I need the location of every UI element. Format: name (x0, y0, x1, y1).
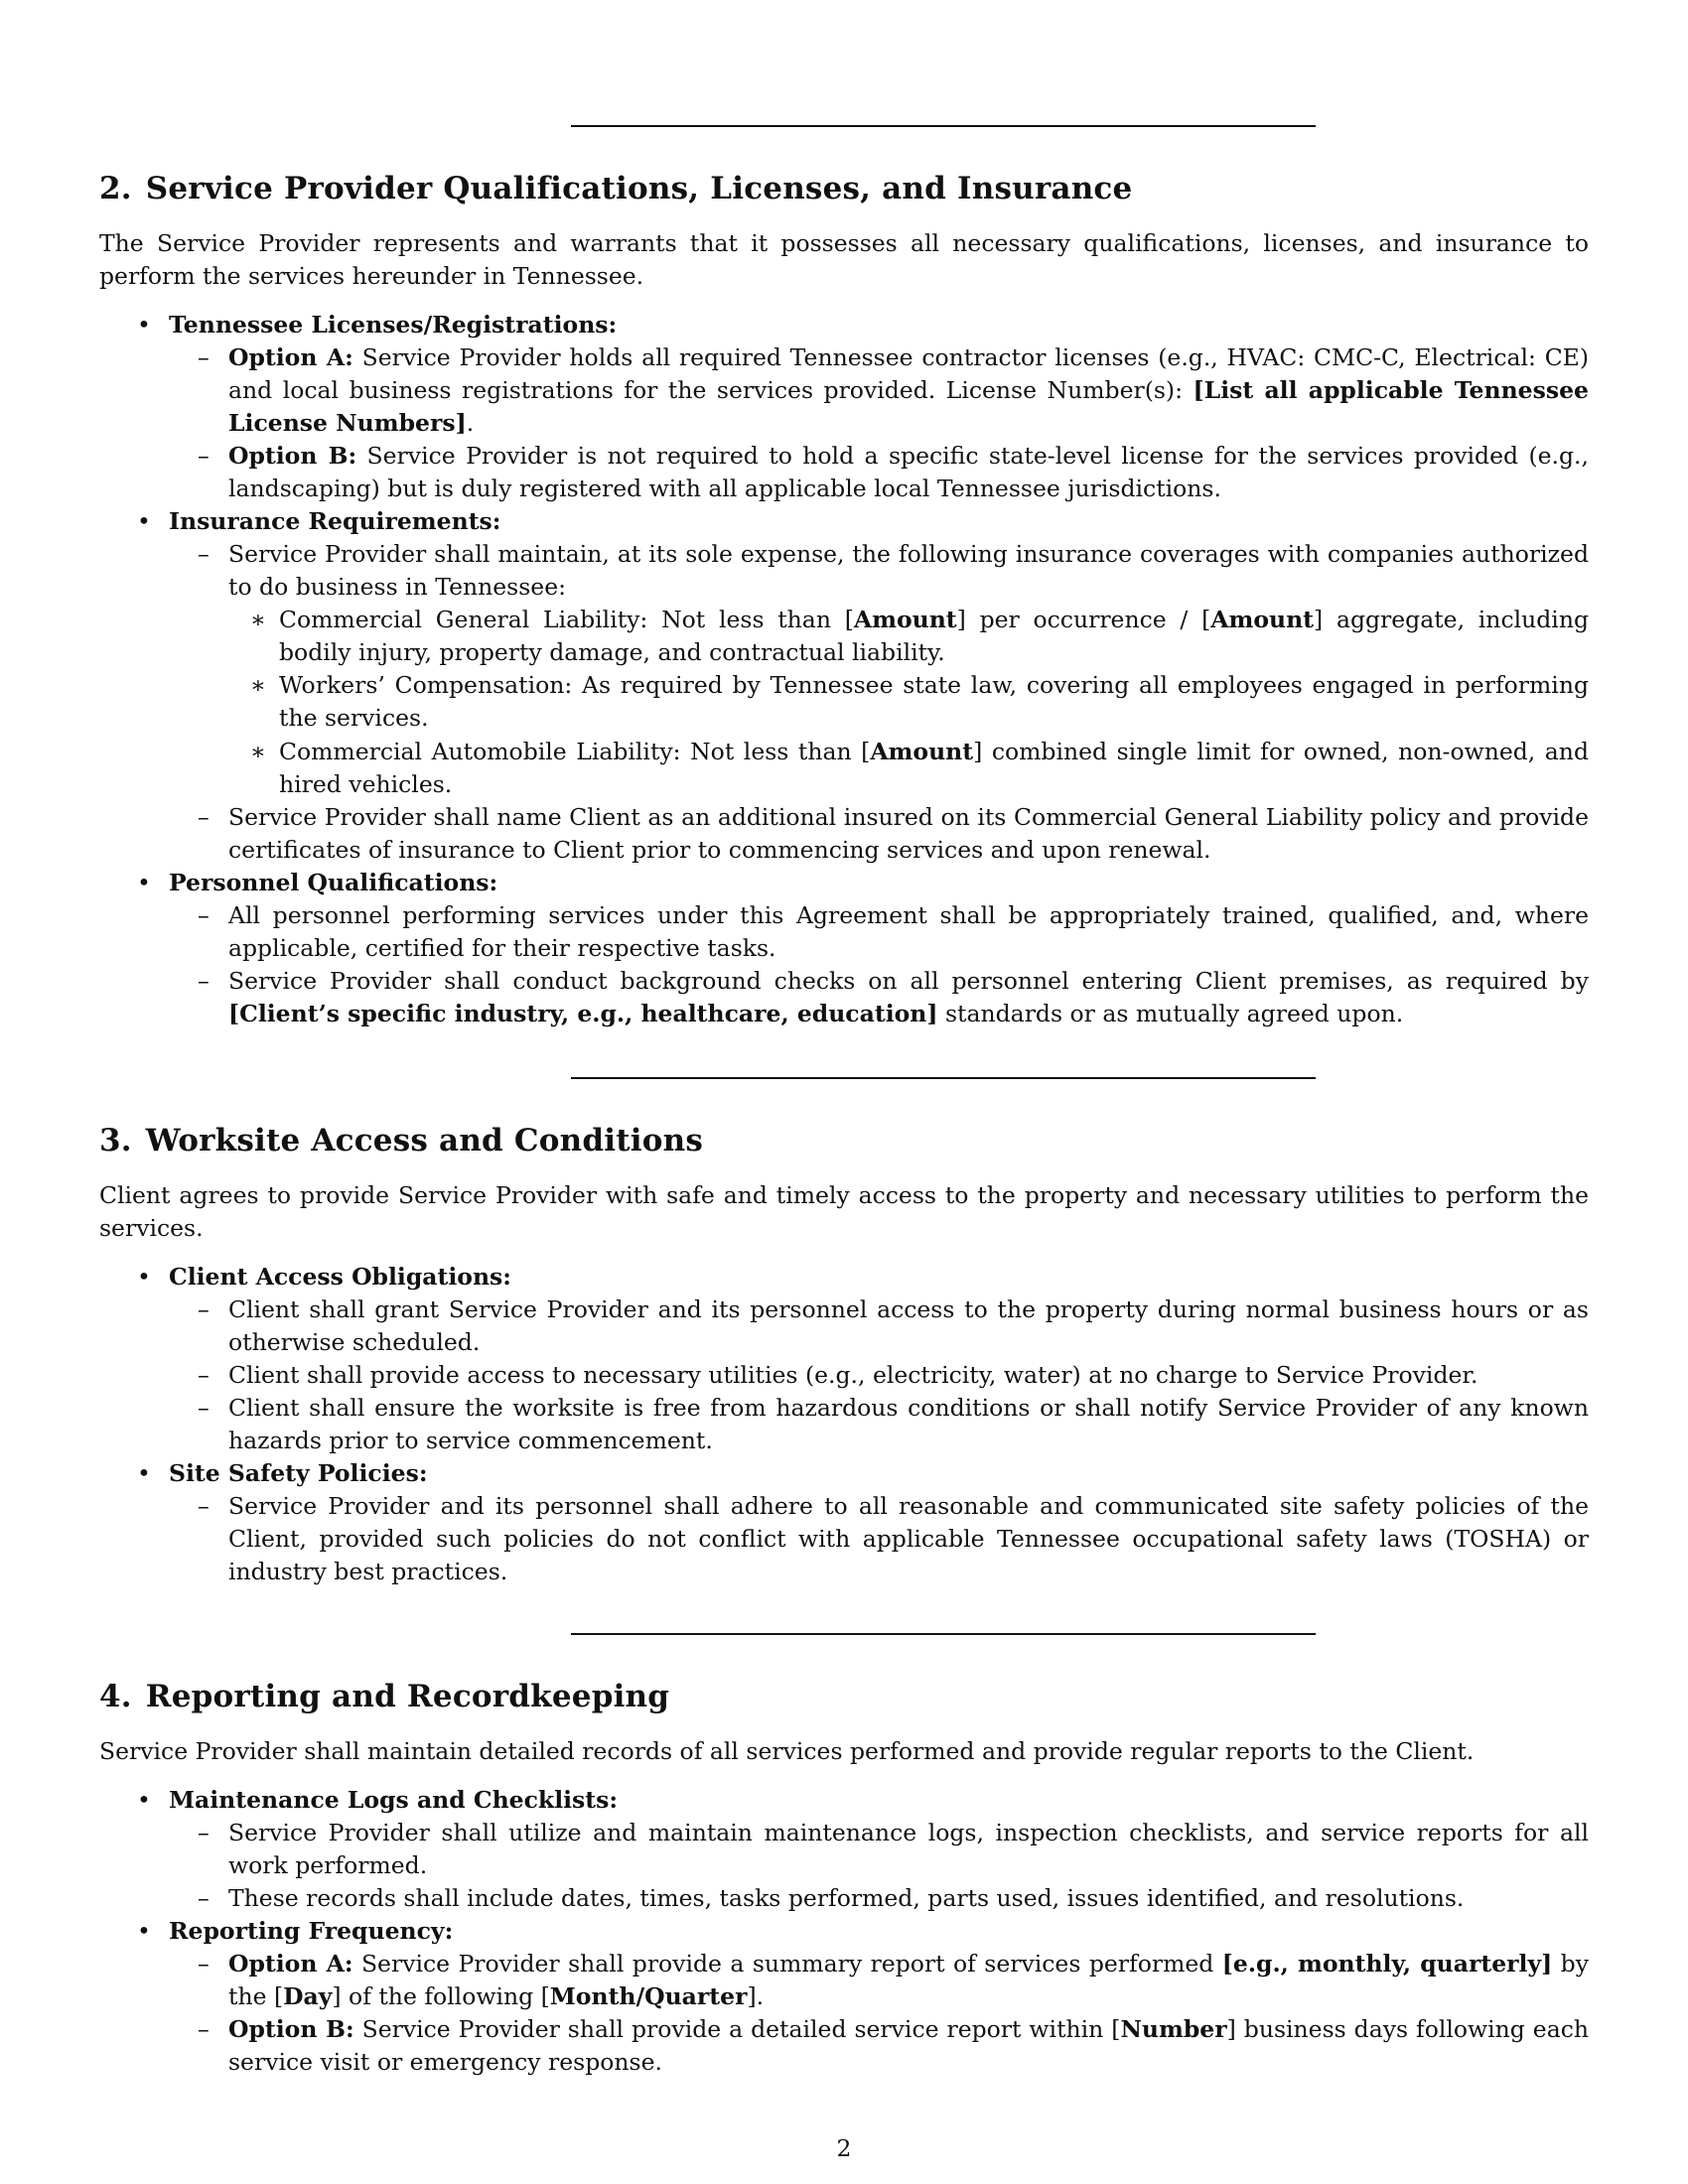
page-number: 2 (836, 2134, 852, 2162)
dash-icon: – (198, 343, 210, 371)
dash-icon: – (198, 2015, 210, 2043)
dash-icon: – (198, 1361, 210, 1389)
dash-icon: – (198, 1819, 210, 1846)
bullet-icon: • (137, 507, 151, 535)
dash-icon: – (198, 901, 210, 929)
dash-icon: – (198, 540, 210, 568)
dash-icon: – (198, 1296, 210, 1323)
list-item-hazards: – Client shall ensure the worksite is free from hazardous conditions or shall notify Service Provider of any known hazards prior to service commencement. (198, 1394, 1589, 1454)
list-item-insurance: • Insurance Requirements: (99, 505, 1589, 538)
bullet-icon: • (137, 311, 151, 339)
list-item-reporting-frequency: • Reporting Frequency: (99, 1915, 1589, 1948)
dash-icon: – (198, 442, 210, 470)
list-item-utilities: – Client shall provide access to necessary utilities (e.g., electricity, water) at no charge to Service Provider. (99, 1359, 1589, 1392)
section-heading-3: 3. Worksite Access and Conditions (99, 1123, 704, 1159)
list-item-licenses: • Tennessee Licenses/Registrations: (99, 309, 1589, 341)
asterisk-icon: ∗ (250, 606, 266, 633)
list-item-auto: ∗ Commercial Automobile Liability: Not less than [Amount] combined single limit for owned, non-owned, and hired vehicles. (250, 738, 1589, 798)
section-divider (571, 1633, 1316, 1635)
list-item-site-safety: • Site Safety Policies: (99, 1457, 1589, 1490)
dash-icon: – (198, 1492, 210, 1520)
section-divider (571, 1077, 1316, 1079)
bullet-icon: • (137, 869, 151, 896)
list-item-additional-insured: – Service Provider shall name Client as an additional insured on its Commercial General Liability policy and provide certificates of insurance to Client prior to commencing services and upon renewal. (198, 803, 1589, 864)
dash-icon: – (198, 1950, 210, 1978)
bullet-icon: • (137, 1263, 151, 1291)
list-item-background-checks: – Service Provider shall conduct background checks on all personnel entering Client premises, as required by [Client’s specific industry, e.g., healthcare, education] standards or as mutually agreed upon. (198, 967, 1589, 1027)
list-item-option-a: – Option A: Service Provider holds all required Tennessee contractor licenses (e.g., HVAC: CMC-C, Electrical: CE) and local business registrations for the services provided. License Number(s): [List all applicable Tennessee License Numbers]. (198, 343, 1589, 437)
list-item-personnel-training: – All personnel performing services under this Agreement shall be appropriately trained, qualified, and, where applicable, certified for their respective tasks. (198, 901, 1589, 962)
list-item-personnel: • Personnel Qualifications: (99, 867, 1589, 899)
bullet-icon: • (137, 1786, 151, 1814)
bullet-icon: • (137, 1917, 151, 1945)
bullet-icon: • (137, 1459, 151, 1487)
dash-icon: – (198, 1394, 210, 1422)
list-item-cgl: ∗ Commercial General Liability: Not less than [Amount] per occurrence / [Amount] aggregate, including bodily injury, property damage, and contractual liability. (250, 606, 1589, 666)
list-item-client-access: • Client Access Obligations: (99, 1261, 1589, 1294)
list-item-safety-policies: – Service Provider and its personnel shall adhere to all reasonable and communicated site safety policies of the Client, provided such policies do not conflict with applicable Tennessee occupational safety laws (TOSHA) or industry best practices. (198, 1492, 1589, 1585)
asterisk-icon: ∗ (250, 671, 266, 699)
section-heading-4: 4. Reporting and Recordkeeping (99, 1679, 670, 1714)
section-heading-2: 2. Service Provider Qualifications, Licenses, and Insurance (99, 171, 1133, 206)
dash-icon: – (198, 803, 210, 831)
list-item-maintenance-logs: • Maintenance Logs and Checklists: (99, 1784, 1589, 1817)
list-item-frequency-option-a: – Option A: Service Provider shall provide a summary report of services performed [e.g., monthly, quarterly] by the [Day] of the following [Month/Quarter]. (198, 1950, 1589, 2010)
section-3-intro: Client agrees to provide Service Provider with safe and timely access to the property and necessary utilities to perform the services. (99, 1181, 1589, 1242)
section-divider (571, 125, 1316, 127)
section-2-intro: The Service Provider represents and warrants that it possesses all necessary qualifications, licenses, and insurance to perform the services hereunder in Tennessee. (99, 229, 1589, 290)
dash-icon: – (198, 967, 210, 995)
asterisk-icon: ∗ (250, 738, 266, 765)
list-item-logs-content: – These records shall include dates, times, tasks performed, parts used, issues identified, and resolutions. (99, 1882, 1589, 1915)
section-4-intro: Service Provider shall maintain detailed records of all services performed and provide regular reports to the Client. (99, 1737, 1475, 1765)
list-item-logs-maintain: – Service Provider shall utilize and maintain maintenance logs, inspection checklists, and service reports for all work performed. (198, 1819, 1589, 1879)
list-item-frequency-option-b: – Option B: Service Provider shall provide a detailed service report within [Number] business days following each service visit or emergency response. (198, 2015, 1590, 2076)
list-item-workers-comp: ∗ Workers’ Compensation: As required by Tennessee state law, covering all employees engaged in performing the services. (250, 671, 1589, 732)
list-item-insurance-intro: – Service Provider shall maintain, at its sole expense, the following insurance coverages with companies authorized to do business in Tennessee: (198, 540, 1589, 601)
list-item-option-b: – Option B: Service Provider is not required to hold a specific state-level license for the services provided (e.g., landscaping) but is duly registered with all applicable local Tennessee jurisdictions. (198, 442, 1589, 502)
list-item-access-grant: – Client shall grant Service Provider and its personnel access to the property during normal business hours or as otherwise scheduled. (198, 1296, 1589, 1356)
dash-icon: – (198, 1884, 210, 1912)
